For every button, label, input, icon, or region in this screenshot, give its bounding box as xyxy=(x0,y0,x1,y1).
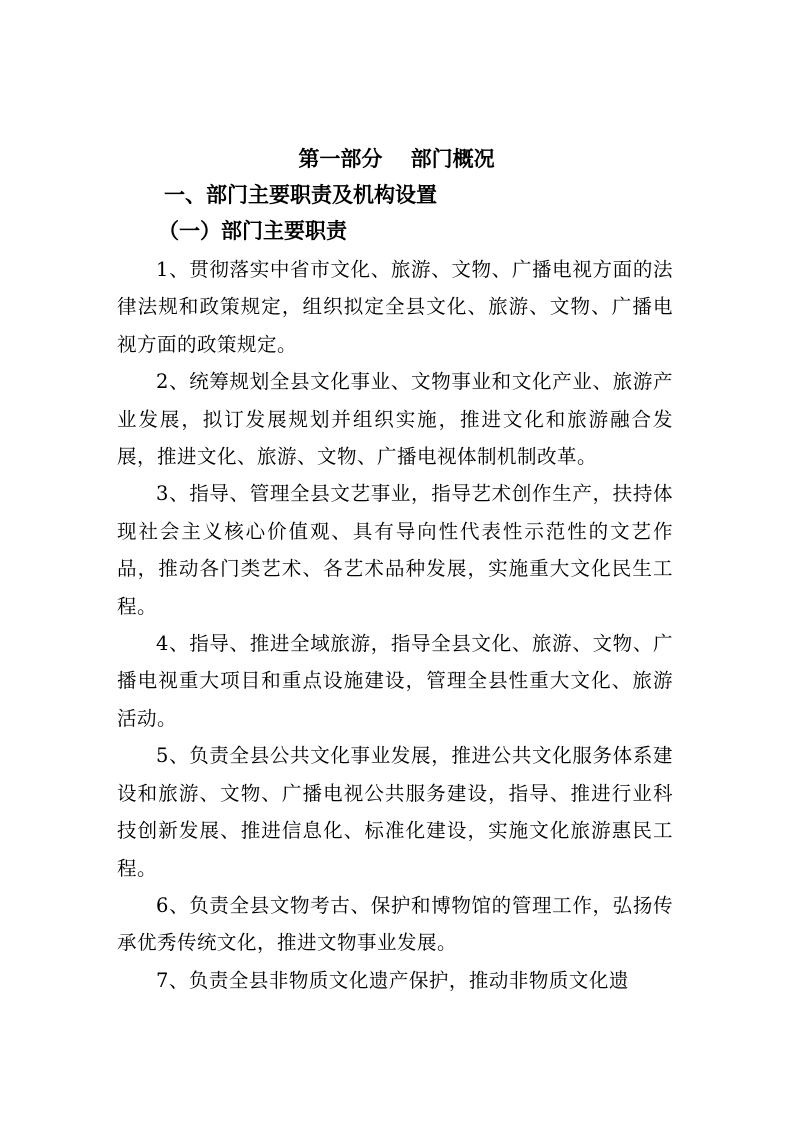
paragraph-5: 5、负责全县公共文化事业发展，推进公共文化服务体系建设和旅游、文物、广播电视公共服务建设，指导、推进行业科技创新发展、推进信息化、标准化建设，实施文化旅游惠民工程。 xyxy=(117,744,673,880)
subsection-heading: （一）部门主要职责 xyxy=(158,218,347,243)
paragraph-6: 6、负责全县文物考古、保护和博物馆的管理工作，弘扬传承优秀传统文化，推进文物事业发展。 xyxy=(117,893,673,955)
paragraph-4: 4、指导、推进全域旅游，指导全县文化、旅游、文物、广播电视重大项目和重点设施建设，管理全县性重大文化、旅游活动。 xyxy=(117,632,673,730)
paragraph-7: 7、负责全县非物质文化遗产保护，推动非物质文化遗 xyxy=(156,968,629,992)
paragraph-1: 1、贯彻落实中省市文化、旅游、文物、广播电视方面的法律法规和政策规定，组织拟定全县文化、旅游、文物、广播电视方面的政策规定。 xyxy=(117,258,673,356)
page-title: 第一部分 部门概况 xyxy=(298,146,495,171)
paragraph-2: 2、统筹规划全县文化事业、文物事业和文化产业、旅游产业发展，拟订发展规划并组织实施，推进文化和旅游融合发展，推进文化、旅游、文物、广播电视体制机制改革。 xyxy=(117,370,673,469)
section-heading: 一、部门主要职责及机构设置 xyxy=(164,182,437,207)
document-body xyxy=(117,251,673,999)
paragraph-3: 3、指导、管理全县文艺事业，指导艺术创作生产，扶持体现社会主义核心价值观、具有导向性代表性示范性的文艺作品，推动各门类艺术、各艺术品种发展，实施重大文化民生工程。 xyxy=(117,482,673,618)
